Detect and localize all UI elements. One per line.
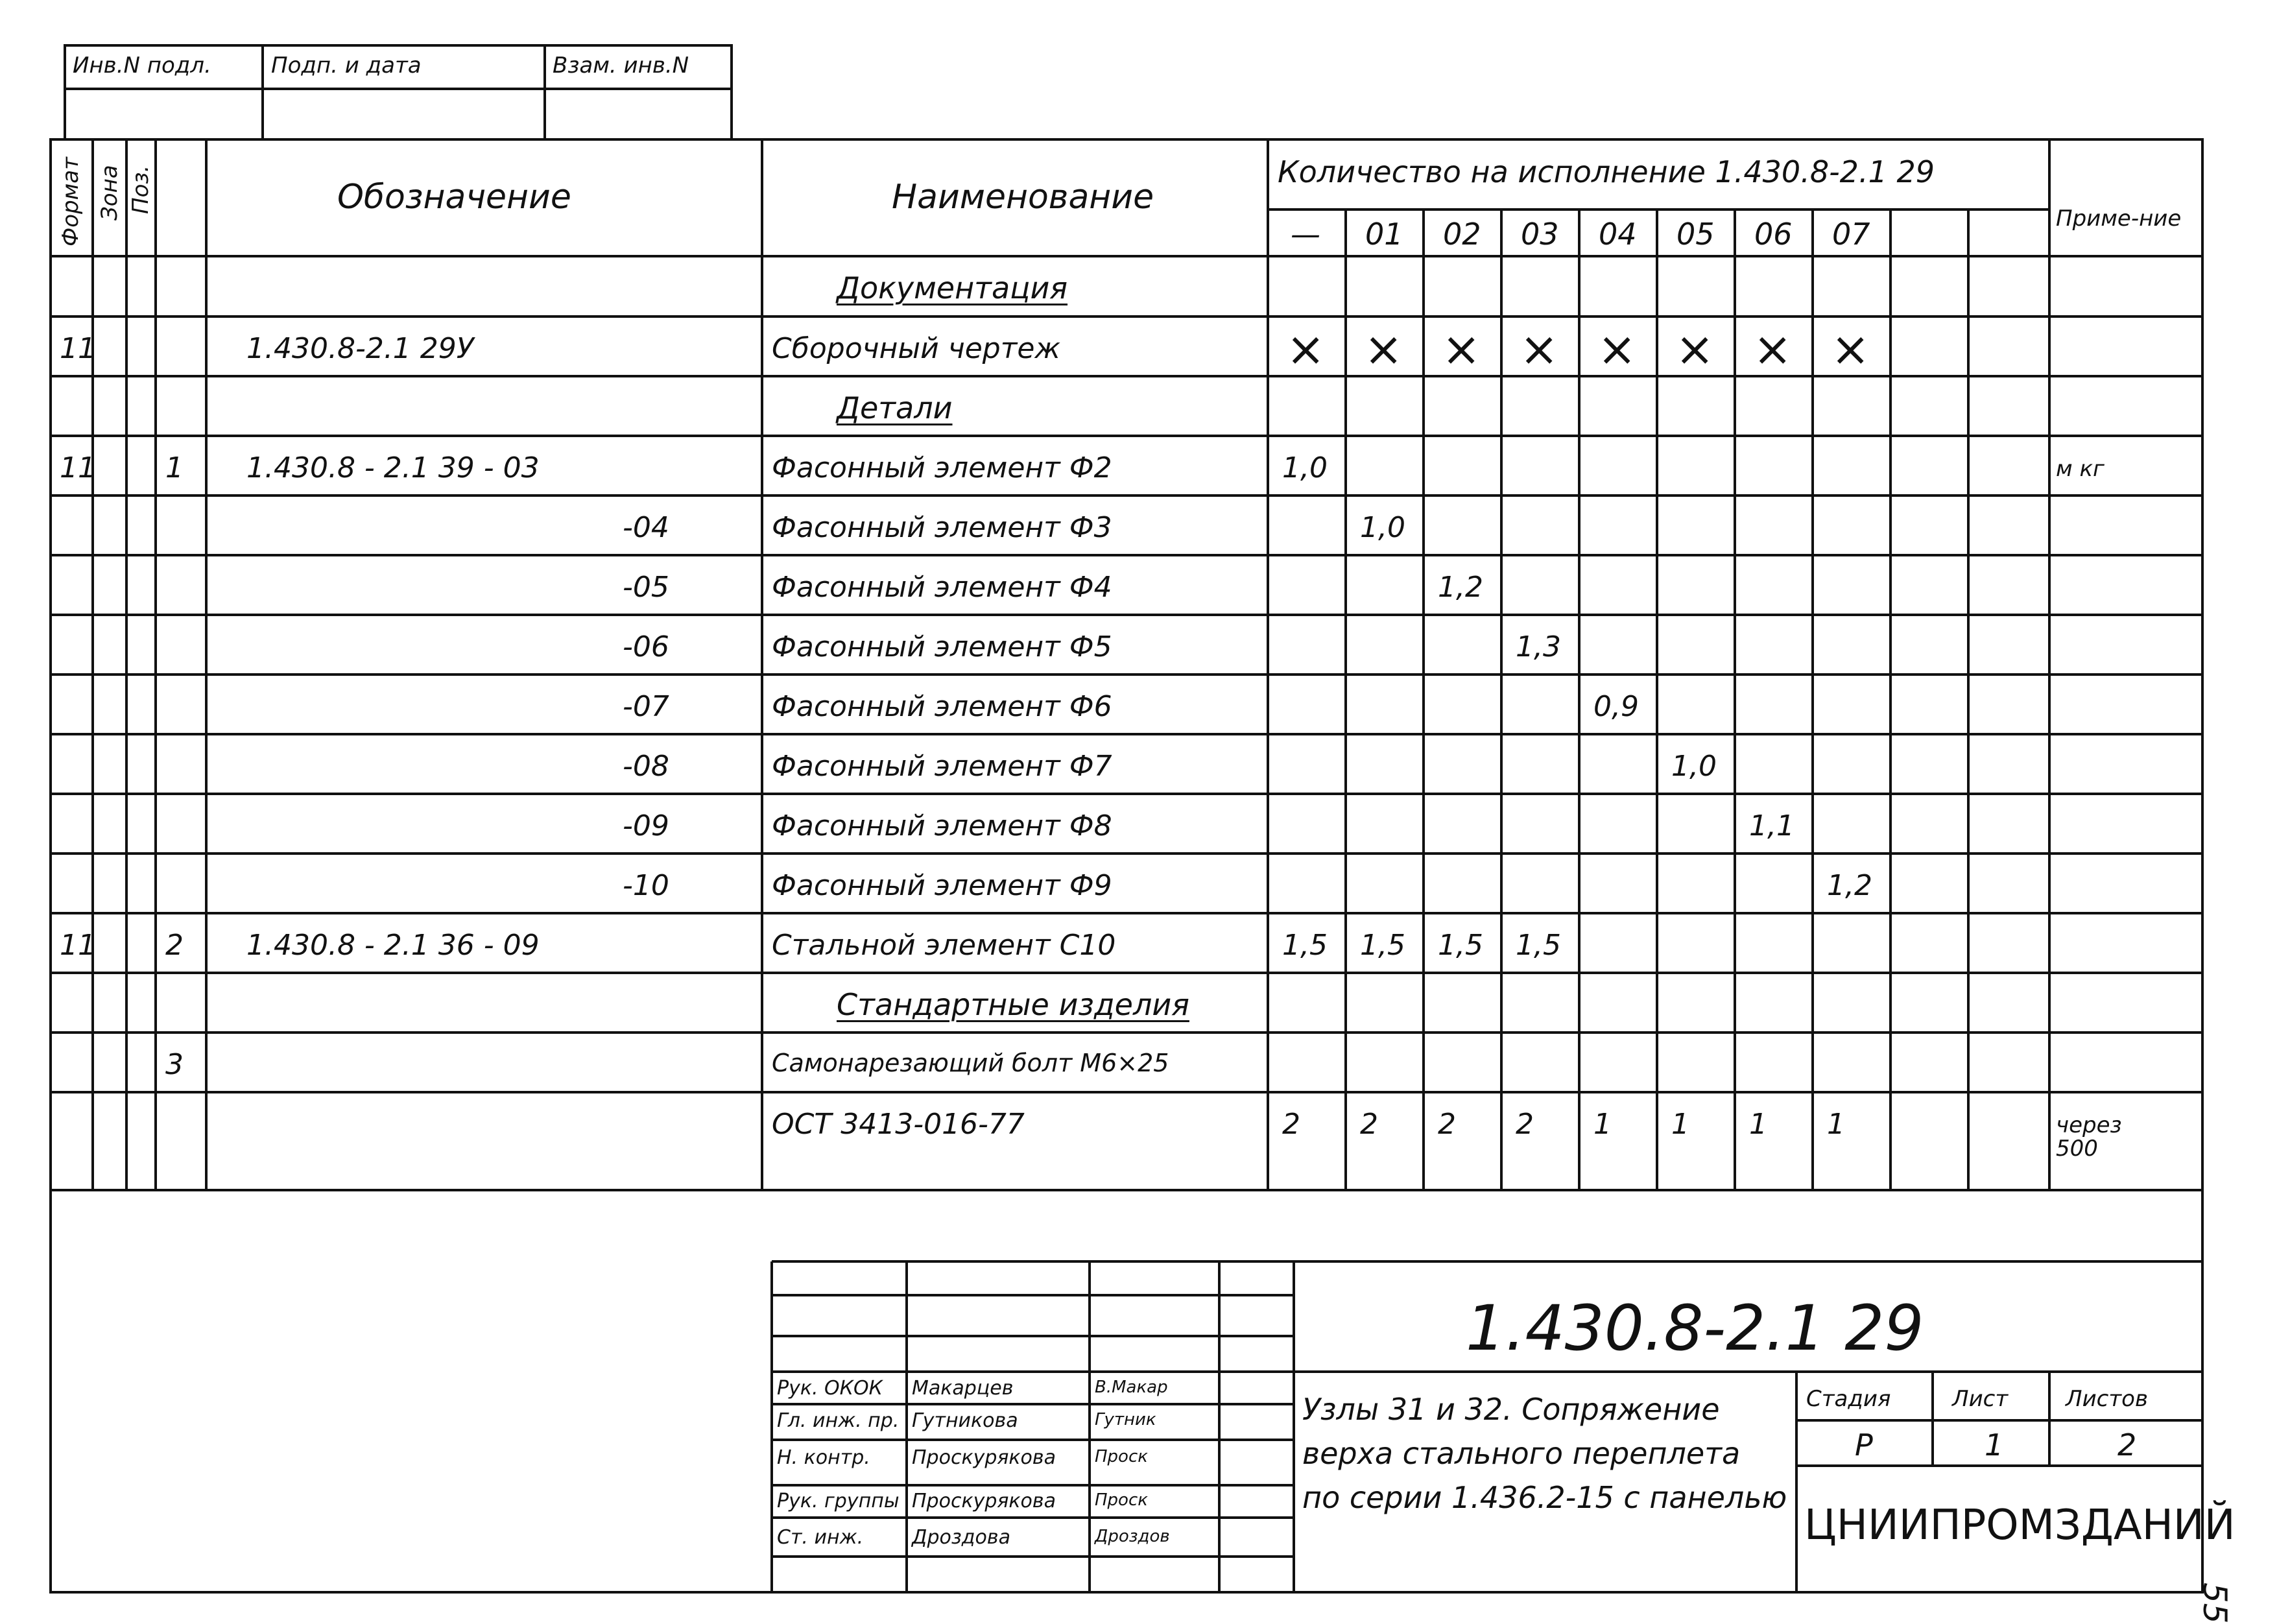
row-note: м кг — [2056, 456, 2105, 482]
qty-cell: 1,3 — [1516, 630, 1561, 663]
row-name: Фасонный элемент Ф2 — [772, 451, 1112, 484]
stage-label: Стадия — [1806, 1386, 1891, 1412]
sheet-value: 1 — [1985, 1427, 2004, 1463]
qty-cell: 2 — [1282, 1108, 1300, 1141]
sig-role: Ст. инж. — [777, 1526, 864, 1549]
sig-role: Рук. ОКОК — [777, 1377, 883, 1400]
qty-cell: 2 — [1516, 1108, 1534, 1141]
description-line-2: верха стального переплета — [1302, 1436, 1741, 1471]
variant-col-1: 01 — [1365, 217, 1403, 252]
sig-name: Дроздова — [912, 1526, 1010, 1549]
row-name: Фасонный элемент Ф6 — [772, 690, 1112, 723]
variant-col-7: 07 — [1832, 217, 1870, 252]
row-section-heading: Детали — [837, 390, 953, 425]
qty-cell: × — [1364, 322, 1403, 376]
row-format: 11 — [60, 451, 96, 484]
header-quantity-title: Количество на исполнение 1.430.8-2.1 29 — [1278, 154, 1935, 189]
qty-cell: 1 — [1749, 1108, 1767, 1141]
sig-mark: Дроздов — [1095, 1527, 1170, 1546]
row-note: через 500 — [2056, 1112, 2122, 1162]
organization: ЦНИИПРОМЗДАНИЙ — [1804, 1501, 2236, 1549]
row-name: ОСТ 3413-016-77 — [772, 1108, 1025, 1141]
qty-cell: × — [1831, 322, 1870, 376]
row-name: Фасонный элемент Ф5 — [772, 630, 1112, 663]
qty-cell: 1,0 — [1360, 511, 1405, 544]
qty-cell: × — [1597, 322, 1637, 376]
row-name: Стальной элемент С10 — [772, 929, 1116, 962]
row-designation: -04 — [623, 511, 669, 544]
row-designation: -09 — [623, 809, 669, 842]
qty-cell: × — [1753, 322, 1793, 376]
row-name: Фасонный элемент Ф8 — [772, 809, 1112, 842]
sig-role: Рук. группы — [777, 1490, 900, 1512]
sig-mark: Проск — [1095, 1447, 1148, 1466]
qty-cell: 1,1 — [1749, 809, 1795, 842]
stage-value: Р — [1855, 1427, 1873, 1463]
row-format: 11 — [60, 332, 96, 365]
qty-cell: 2 — [1438, 1108, 1456, 1141]
qty-cell: 1,2 — [1827, 869, 1872, 902]
sheet-label: Лист — [1952, 1386, 2009, 1412]
row-position: 2 — [165, 929, 184, 962]
variant-col-2: 02 — [1443, 217, 1481, 252]
sig-name: Макарцев — [912, 1377, 1014, 1400]
qty-cell: × — [1520, 322, 1559, 376]
row-section-heading: Стандартные изделия — [837, 987, 1189, 1022]
stamp-inv-podl: Инв.N подл. — [73, 53, 211, 78]
sig-name: Гутникова — [912, 1409, 1018, 1432]
qty-cell: × — [1286, 322, 1326, 376]
sig-mark: В.Макар — [1095, 1378, 1168, 1397]
row-designation: 1.430.8 - 2.1 36 - 09 — [246, 929, 540, 962]
header-zone: Зона — [97, 165, 123, 221]
qty-cell: 1 — [1593, 1108, 1612, 1141]
sheets-value: 2 — [2117, 1427, 2137, 1463]
row-designation: -07 — [623, 690, 669, 723]
row-name: Фасонный элемент Ф3 — [772, 511, 1112, 544]
stamp-podp-data: Подп. и дата — [271, 53, 422, 78]
variant-col-3: 03 — [1521, 217, 1559, 252]
sig-mark: Проск — [1095, 1490, 1148, 1510]
row-name: Фасонный элемент Ф4 — [772, 571, 1112, 604]
row-name: Самонарезающий болт М6×25 — [772, 1049, 1169, 1077]
row-position: 3 — [165, 1048, 184, 1081]
row-name: Фасонный элемент Ф9 — [772, 869, 1112, 902]
row-designation: 1.430.8-2.1 29У — [246, 332, 474, 365]
variant-col-0: — — [1291, 217, 1320, 252]
sheets-label: Листов — [2066, 1386, 2149, 1412]
sig-role: Н. контр. — [777, 1446, 870, 1469]
row-format: 11 — [60, 929, 96, 962]
sig-name: Проскурякова — [912, 1446, 1056, 1469]
row-name: Фасонный элемент Ф7 — [772, 750, 1112, 783]
description-line-3: по серии 1.436.2-15 с панелью — [1302, 1480, 1787, 1515]
qty-cell: 1,5 — [1282, 929, 1328, 962]
page-number: 55 — [2196, 1582, 2234, 1624]
qty-cell: 1,2 — [1438, 571, 1483, 604]
header-format: Формат — [58, 157, 84, 246]
sig-name: Проскурякова — [912, 1490, 1056, 1512]
variant-col-4: 04 — [1599, 217, 1637, 252]
row-designation: -06 — [623, 630, 669, 663]
sig-mark: Гутник — [1095, 1410, 1156, 1429]
qty-cell: 1 — [1671, 1108, 1689, 1141]
qty-cell: × — [1675, 322, 1715, 376]
row-designation: 1.430.8 - 2.1 39 - 03 — [246, 451, 540, 484]
row-position: 1 — [165, 451, 184, 484]
qty-cell: 1 — [1827, 1108, 1845, 1141]
doc-number: 1.430.8-2.1 29 — [1466, 1292, 1924, 1365]
qty-cell: × — [1442, 322, 1481, 376]
row-name: Сборочный чертеж — [772, 332, 1061, 365]
qty-cell: 1,0 — [1671, 750, 1717, 783]
variant-col-5: 05 — [1676, 217, 1715, 252]
qty-cell: 1,5 — [1360, 929, 1405, 962]
qty-cell: 1,5 — [1516, 929, 1561, 962]
row-designation: -10 — [623, 869, 669, 902]
sig-role: Гл. инж. пр. — [777, 1409, 900, 1432]
row-section-heading: Документация — [837, 270, 1068, 305]
header-name: Наименование — [892, 178, 1154, 217]
qty-cell: 2 — [1360, 1108, 1378, 1141]
description-line-1: Узлы 31 и 32. Сопряжение — [1302, 1392, 1720, 1427]
qty-cell: 1,5 — [1438, 929, 1483, 962]
header-note: Приме-ние — [2056, 206, 2182, 232]
row-designation: -05 — [623, 571, 669, 604]
header-designation: Обозначение — [337, 178, 571, 217]
variant-col-6: 06 — [1754, 217, 1793, 252]
stamp-vzam-inv: Взам. инв.N — [553, 53, 689, 78]
header-pos: Поз. — [128, 165, 154, 214]
qty-cell: 0,9 — [1593, 690, 1639, 723]
row-designation: -08 — [623, 750, 669, 783]
qty-cell: 1,0 — [1282, 451, 1328, 484]
